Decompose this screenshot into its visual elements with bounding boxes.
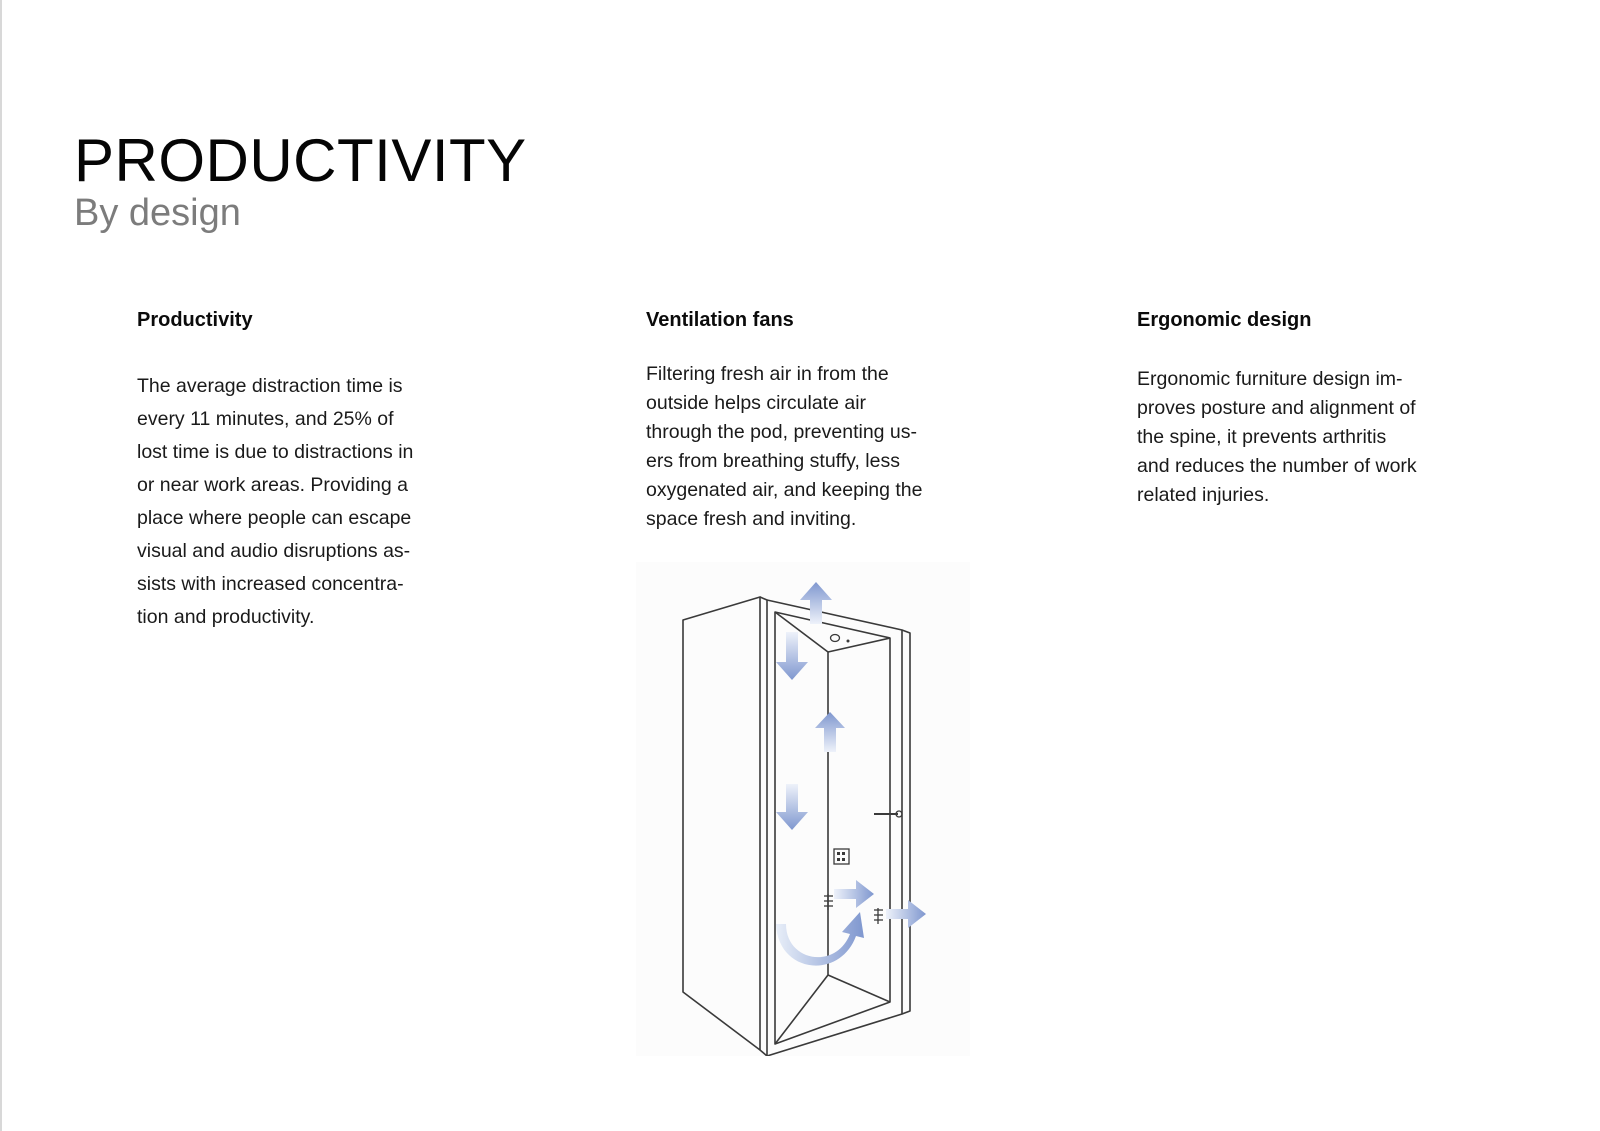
page-title: PRODUCTIVITY <box>74 127 527 195</box>
productivity-heading: Productivity <box>137 309 253 331</box>
arrow-down-icon <box>776 784 808 830</box>
power-outlet-icon <box>834 849 849 864</box>
productivity-section <box>137 306 467 634</box>
ergonomic-section <box>1137 306 1457 510</box>
arrow-right-icon <box>834 880 874 908</box>
ventilation-heading: Ventilation fans <box>646 309 794 331</box>
curved-arrow-icon <box>776 912 864 966</box>
page-edge <box>0 0 2 1131</box>
pod-diagram-svg <box>636 562 970 1056</box>
ceiling-fan-icon <box>831 635 840 642</box>
arrow-right-icon <box>886 900 926 928</box>
page-subtitle: By design <box>74 192 241 234</box>
ventilation-text: Filtering fresh air in from the outside helps circulate air through the pod, preventing us- ers from breathing stuffy, less oxygenated air, and keeping the space fresh and inviting. <box>646 363 923 530</box>
ventilation-pod-diagram <box>636 562 970 1056</box>
arrow-down-icon <box>776 632 808 680</box>
productivity-text: The average distraction time is every 11 minutes, and 25% of lost time is due to distractions in or near work areas. Providing a place where people can escape visual and audio disruptions as- sists with increased concentra- tion and productivity. <box>137 375 414 628</box>
arrow-up-icon <box>800 582 832 624</box>
ergonomic-text: Ergonomic furniture design im- proves posture and alignment of the spine, it prevents arthritis and reduces the number of work related injuries. <box>1137 368 1417 506</box>
ventilation-section <box>646 306 966 534</box>
arrow-up-icon <box>815 712 845 752</box>
ergonomic-heading: Ergonomic design <box>1137 309 1312 331</box>
